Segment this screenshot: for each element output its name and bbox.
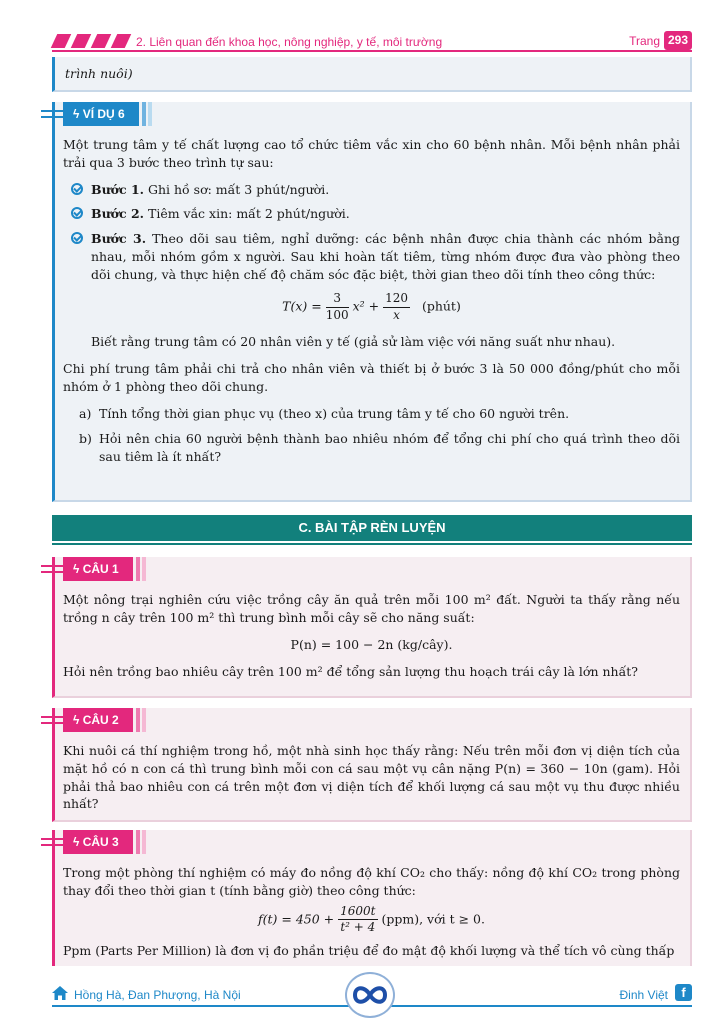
example-intro: Một trung tâm y tế chất lượng cao tổ chức tiêm vắc xin cho 60 bệnh nhân. Mỗi bệnh nhân phải trải qua 3 bước theo trình tự sau: bbox=[63, 137, 680, 170]
example-box bbox=[52, 102, 692, 502]
exercise-tag: ϟ CÂU 2 bbox=[63, 708, 133, 732]
header-rule bbox=[52, 50, 692, 52]
staff-note: Biết rằng trung tâm có 20 nhân viên y tế (giả sử làm việc với năng suất như nhau). bbox=[91, 334, 616, 350]
tag-lines bbox=[41, 837, 63, 847]
bolt-icon: ϟ bbox=[73, 835, 83, 849]
question-item: a) Tính tổng thời gian phục vụ (theo x) của trung tâm y tế cho 60 người trên. bbox=[79, 405, 570, 421]
step-item: Bước 1. Ghi hồ sơ: mất 3 phút/người. bbox=[63, 181, 680, 199]
bolt-icon: ϟ bbox=[73, 713, 83, 727]
time-formula: T(x) = $\frac{3}{100}$ x² + $\frac{120}{x}$ (phút) bbox=[282, 291, 461, 322]
fraction: $\frac{1600t}{\text{t² + 4}}$ bbox=[340, 903, 376, 935]
home-icon bbox=[52, 986, 68, 1000]
example-content bbox=[63, 136, 680, 474]
tag-lines bbox=[41, 715, 63, 725]
continuation-box bbox=[52, 57, 692, 92]
page-header bbox=[52, 30, 692, 54]
infinity-icon bbox=[347, 974, 393, 1016]
chapter-title: 2. Liên quan đến khoa học, nông nghiệp, y tế, môi trường bbox=[136, 35, 443, 49]
example-tag: ϟ VÍ DỤ 6 bbox=[63, 102, 139, 126]
section-title: C. BÀI TẬP RÈN LUYỆN bbox=[52, 515, 692, 541]
check-circle-icon bbox=[71, 207, 83, 219]
tag-lines bbox=[41, 109, 63, 119]
header-stripes bbox=[52, 34, 134, 48]
exercise-box bbox=[52, 708, 692, 822]
exercise-content: Một nông trại nghiên cứu việc trồng cây ăn quả trên mỗi 100 m² đất. Người ta thấy rằng nếu trồng n cây trên 100 m² thì trung bình mỗi cây sẽ cho năng suất: P(n) = 100 − 2n (kg/cây). Hỏi nên trồng bao nhiêu cây trên 100 m² để tổng sản lượng thu hoạch trái cây là lớn nhất? bbox=[63, 592, 680, 680]
exercise-box bbox=[52, 557, 692, 698]
exercise-tag: ϟ CÂU 3 bbox=[63, 830, 133, 854]
check-circle-icon bbox=[71, 183, 83, 195]
footer-address: Hồng Hà, Đan Phượng, Hà Nội bbox=[74, 988, 241, 1002]
step-item: Bước 3. Theo dõi sau tiêm, nghỉ dưỡng: các bệnh nhân được chia thành các nhóm bằng nhau, mỗi nhóm gồm x người. Sau khi hoàn tất tiêm, từng nhóm được đưa vào phòng theo dõi chung, và thực hiện chế độ chăm sóc đặc biệt, thời gian theo dõi tính theo công thức: bbox=[63, 230, 680, 283]
exercise-box bbox=[52, 830, 692, 966]
step-item: Bước 2. Tiêm vắc xin: mất 2 phút/người. bbox=[63, 205, 680, 223]
bolt-icon: ϟ bbox=[73, 562, 83, 576]
page-label: Trang bbox=[629, 34, 660, 48]
exercise-content: Trong một phòng thí nghiệm có máy đo nồng độ khí CO₂ cho thấy: nồng độ khí CO₂ trong phòng thay đổi theo thời gian t (tính bằng giờ) theo công thức: f(t) = 450 + $\frac{1600t}{\text{t² + 4}}$ (ppm), với t ≥ 0. Ppm (Parts Per Million) là đơn vị đo phần triệu để đo mật độ khối lượng và thể tích vô cùng thấp bbox=[63, 865, 680, 958]
co2-formula: f(t) = 450 + $\frac{1600t}{\text{t² + 4}}$ (ppm), với t ≥ 0. bbox=[258, 903, 485, 935]
infinity-logo bbox=[345, 972, 395, 1018]
exercise-content: Khi nuôi cá thí nghiệm trong hồ, một nhà sinh học thấy rằng: Nếu trên mỗi đơn vị diện tích của mặt hồ có n con cá thì trung bình mỗi con cá sau một vụ cân nặng P(n) = 360 − 10n (gam). Hỏi phải thả bao nhiêu con cá trên một đơn vị diện tích để khối lượng cá sau một vụ thu được nhiều nhất? bbox=[63, 743, 680, 812]
facebook-icon[interactable]: f bbox=[675, 984, 692, 1001]
fraction: $\frac{3}{100}$ bbox=[325, 291, 349, 322]
check-circle-icon bbox=[71, 232, 83, 244]
question-item: b) Hỏi nên chia 60 người bệnh thành bao nhiêu nhóm để tổng chi phí cho quá trình theo dõi sau tiêm là ít nhất? bbox=[79, 431, 680, 465]
cost-note: Chi phí trung tâm phải chi trả cho nhân viên và thiết bị ở bước 3 là 50 000 đồng/phút cho mỗi nhóm ở 1 phòng theo dõi chung. bbox=[63, 361, 680, 394]
exercise-tag: ϟ CÂU 1 bbox=[63, 557, 133, 581]
section-rule bbox=[52, 543, 692, 545]
bolt-icon: ϟ bbox=[73, 107, 83, 121]
page-number: 293 bbox=[664, 31, 692, 50]
fraction: $\frac{120}{x}$ bbox=[385, 291, 409, 322]
continuation-text: trình nuôi) bbox=[65, 66, 133, 81]
tag-lines bbox=[41, 564, 63, 574]
footer-author: Đinh Việt bbox=[619, 988, 668, 1002]
